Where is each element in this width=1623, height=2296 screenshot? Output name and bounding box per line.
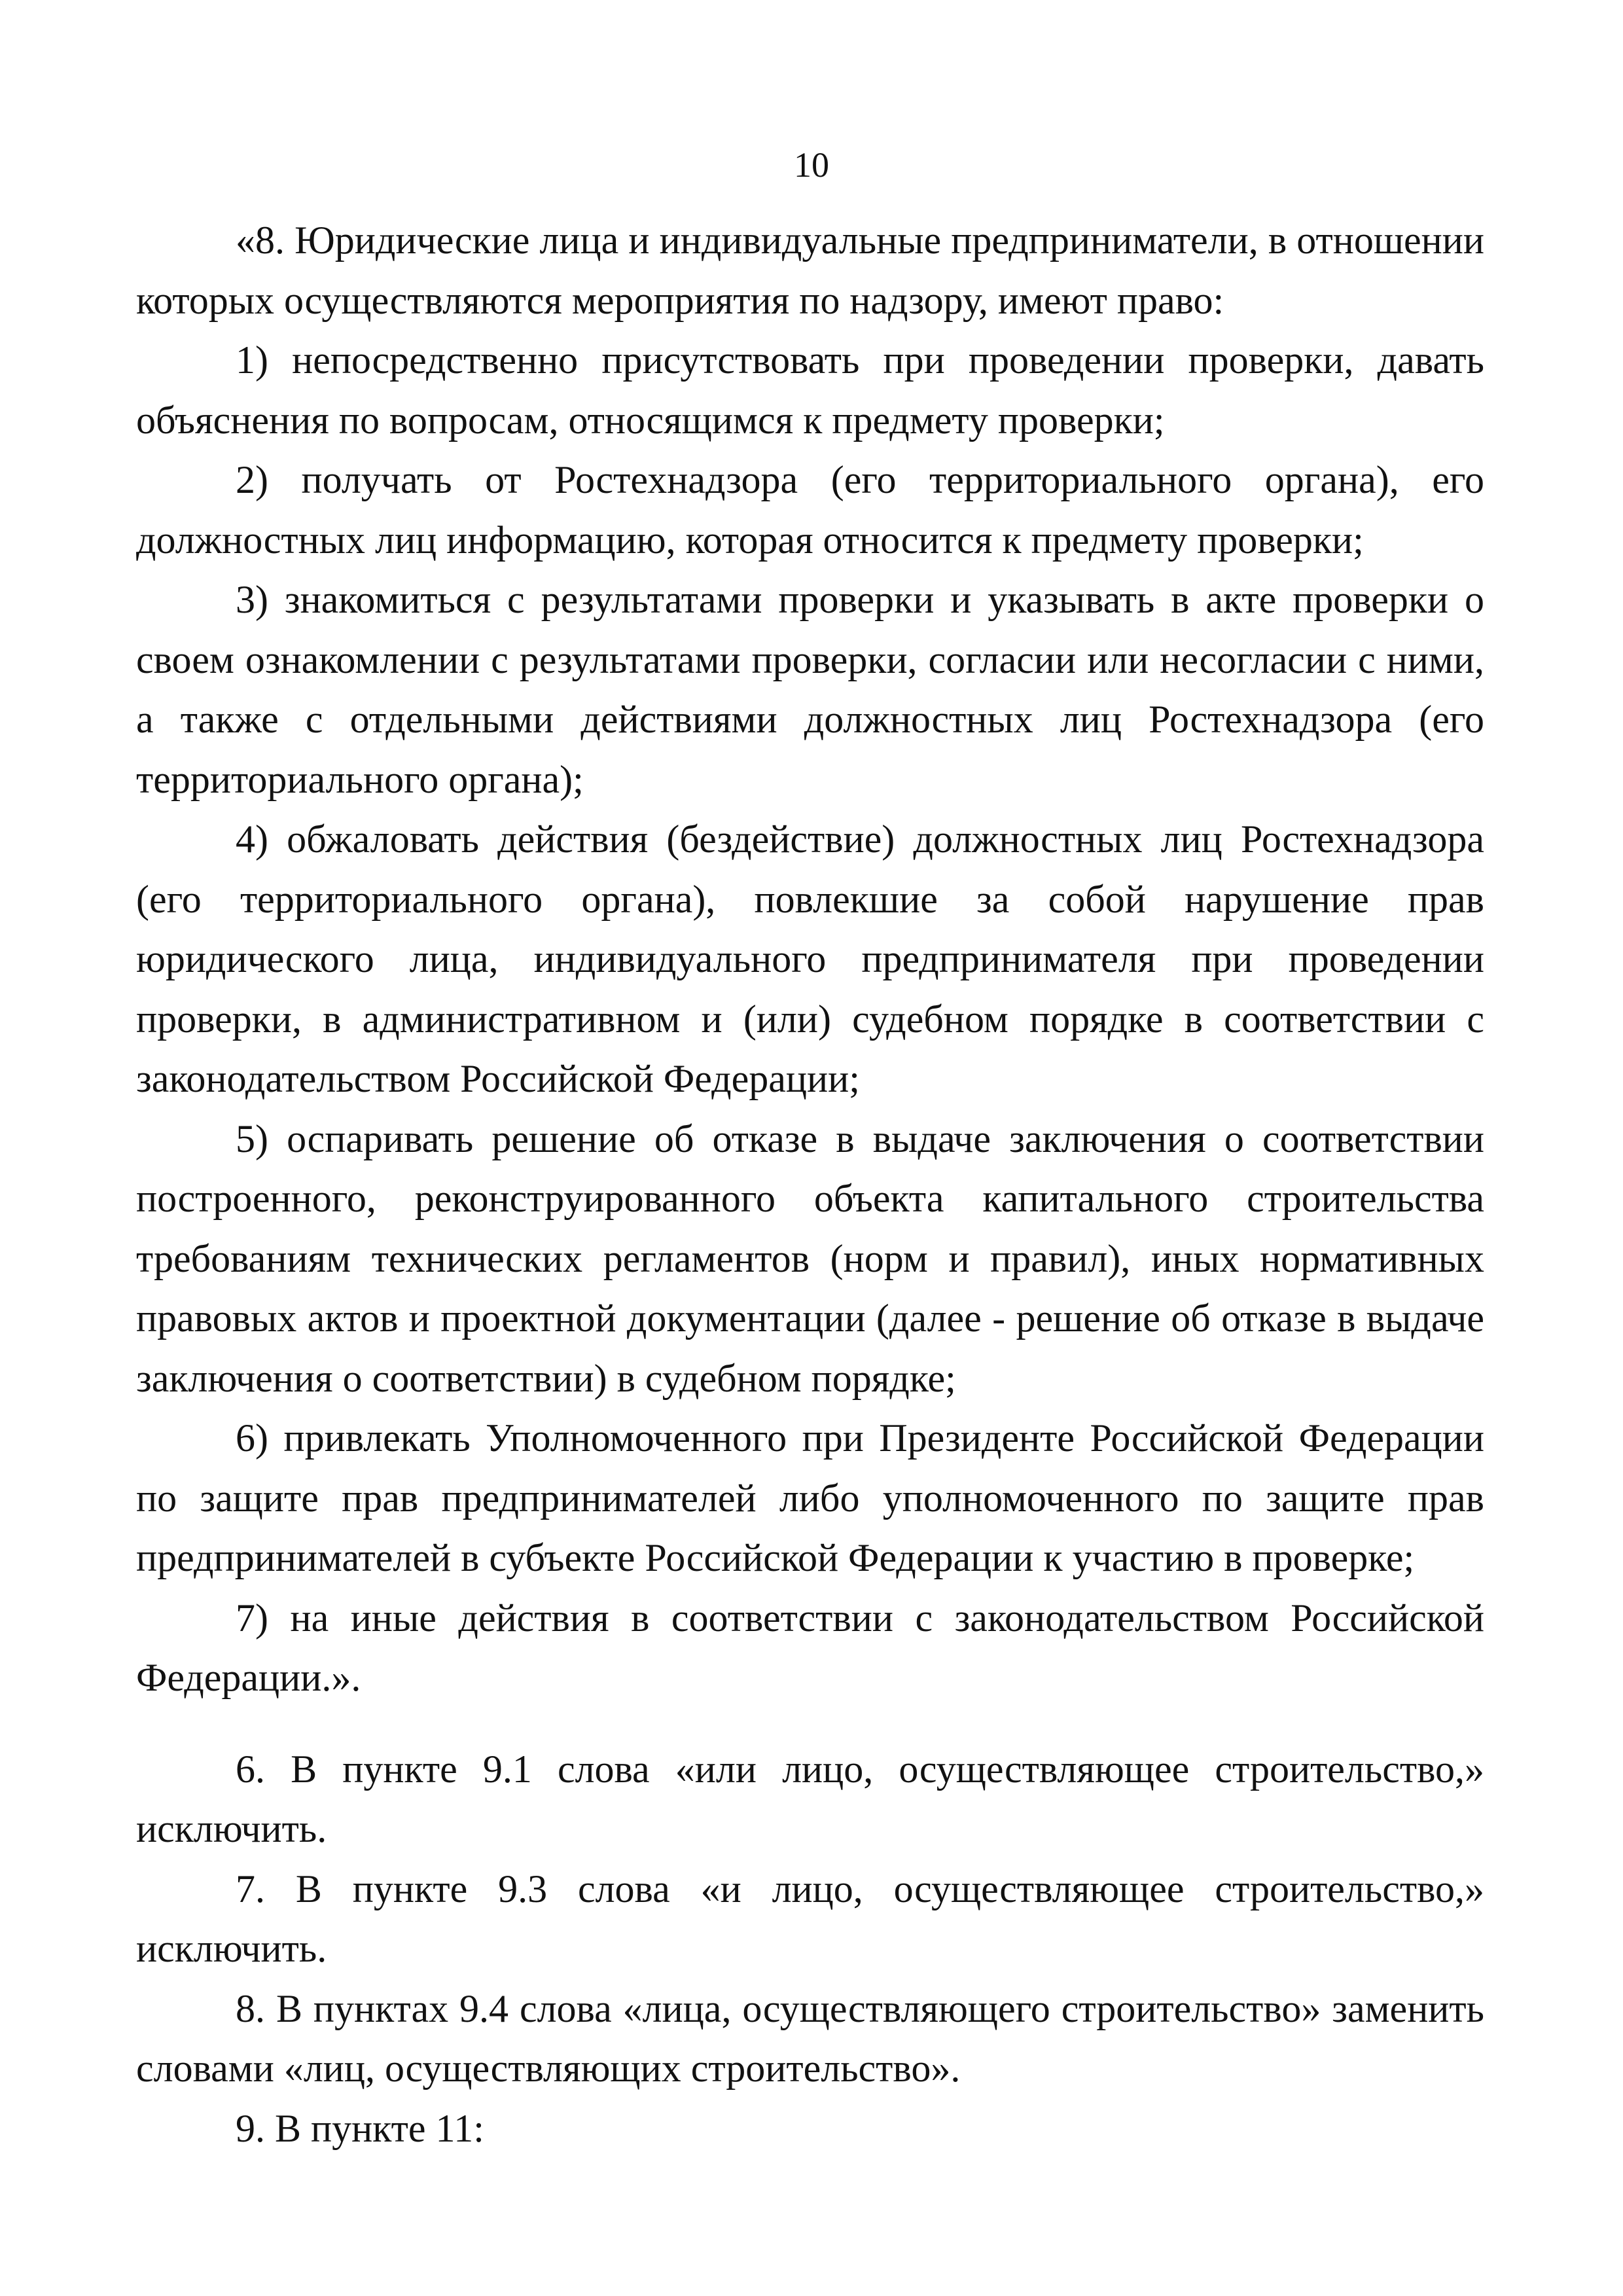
paragraph-right-6: 6) привлекать Уполномоченного при Президенте Российской Федерации по защите прав предпринимателей либо уполномоченного по защите прав предпринимателей в субъекте Российской Федерации к участию в проверке; bbox=[136, 1416, 1484, 1579]
paragraph-right-5: 5) оспаривать решение об отказе в выдаче заключения о соответствии построенного, реконструированного объекта капитального строительства требованиям технических регламентов (норм и правил), иных нормативных правовых актов и проектной документации (далее - решение об отказе в выдаче заключения о соответствии) в судебном порядке; bbox=[136, 1117, 1484, 1400]
paragraph-amendment-7: 7. В пункте 9.3 слова «и лицо, осуществляющее строительство,» исключить. bbox=[136, 1867, 1484, 1970]
paragraph-item-8-intro: «8. Юридические лица и индивидуальные предприниматели, в отношении которых осуществляются мероприятия по надзору, имеют право: bbox=[136, 219, 1484, 322]
document-body bbox=[136, 211, 1484, 2159]
paragraph-amendment-6: 6. В пункте 9.1 слова «или лицо, осуществляющее строительство,» исключить. bbox=[136, 1747, 1484, 1850]
paragraph-right-3: 3) знакомиться с результатами проверки и указывать в акте проверки о своем ознакомлении с результатами проверки, согласии или несогласии с ними, а также с отдельными действиями должностных лиц Ростехнадзора (его территориального органа); bbox=[136, 578, 1484, 801]
paragraph-right-1: 1) непосредственно присутствовать при проведении проверки, давать объяснения по вопросам, относящимся к предмету проверки; bbox=[136, 338, 1484, 442]
paragraph-right-7: 7) на иные действия в соответствии с законодательством Российской Федерации.». bbox=[136, 1596, 1484, 1699]
paragraph-right-4: 4) обжаловать действия (бездействие) должностных лиц Ростехнадзора (его территориального органа), повлекшие за собой нарушение прав юридического лица, индивидуального предпринимателя при проведении проверки, в административном и (или) судебном порядке в соответствии с законодательством Российской Федерации; bbox=[136, 817, 1484, 1100]
page-number: 10 bbox=[794, 145, 829, 185]
paragraph-amendment-8: 8. В пунктах 9.4 слова «лица, осуществляющего строительство» заменить словами «лиц, осуществляющих строительство». bbox=[136, 1986, 1484, 2090]
paragraph-amendment-9: 9. В пункте 11: bbox=[236, 2106, 484, 2150]
paragraph-right-2: 2) получать от Ростехнадзора (его территориального органа), его должностных лиц информацию, которая относится к предмету проверки; bbox=[136, 458, 1484, 562]
